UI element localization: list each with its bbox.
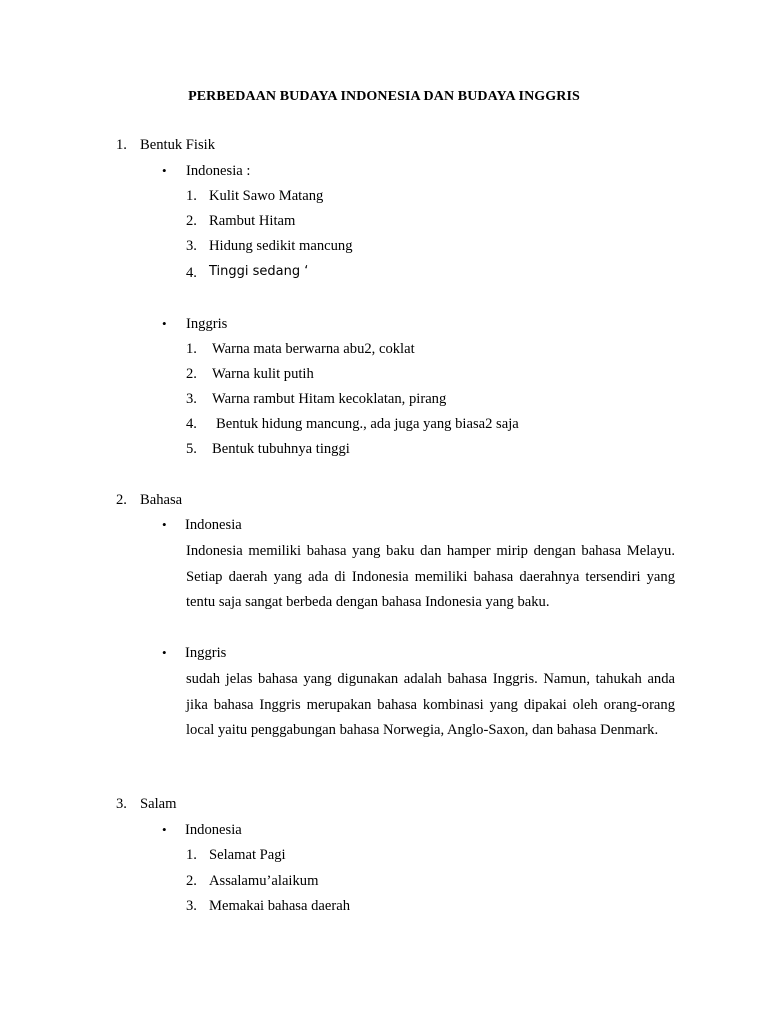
list-item: Warna rambut Hitam kecoklatan, pirang [212, 391, 447, 407]
item-number: 5. [186, 441, 197, 457]
list-item: Bentuk hidung mancung., ada juga yang biasa2 saja [216, 416, 519, 432]
list-item: Warna kulit putih [212, 366, 314, 382]
item-number: 4. [186, 416, 197, 432]
bullet-icon: • [162, 316, 167, 331]
item-number: 1. [186, 188, 197, 204]
list-item: Kulit Sawo Matang [209, 188, 324, 204]
item-number: 3. [186, 898, 197, 914]
document-title: PERBEDAAN BUDAYA INDONESIA DAN BUDAYA INGGRIS [188, 89, 580, 104]
list-item: Memakai bahasa daerah [209, 898, 350, 914]
section-number: 1. [116, 137, 127, 153]
group-label: Inggris [186, 316, 228, 332]
item-number: 2. [186, 873, 197, 889]
bullet-icon: • [162, 163, 167, 178]
bullet-icon: • [162, 822, 167, 837]
paragraph: Indonesia memiliki bahasa yang baku dan hamper mirip dengan bahasa Melayu. Setiap daerah yang ada di Indonesia memiliki bahasa daerahnya tersendiri yang tentu saja sangat berbeda dengan bahasa Indonesia yang baku. [186, 543, 675, 610]
section-number: 2. [116, 492, 127, 508]
item-number: 3. [186, 391, 197, 407]
list-item: Bentuk tubuhnya tinggi [212, 441, 350, 457]
group-label: Indonesia [185, 517, 242, 533]
group-label: Inggris [185, 645, 227, 661]
item-number: 3. [186, 238, 197, 254]
section-heading: Salam [140, 796, 177, 812]
item-number: 4. [186, 265, 197, 281]
bullet-icon: • [162, 645, 167, 660]
item-number: 1. [186, 847, 197, 863]
group-label: Indonesia : [186, 163, 251, 179]
paragraph: sudah jelas bahasa yang digunakan adalah bahasa Inggris. Namun, tahukah anda jika bahasa Inggris merupakan bahasa kombinasi yang dipakai oleh orang-orang local yaitu penggabungan bahasa Norwegia, Anglo-Saxon, dan bahasa Denmark. [186, 671, 675, 738]
list-item: Rambut Hitam [209, 213, 296, 229]
list-item: Warna mata berwarna abu2, coklat [212, 341, 415, 357]
section-heading: Bahasa [140, 492, 183, 508]
item-number: 1. [186, 341, 197, 357]
item-number: 2. [186, 366, 197, 382]
bullet-icon: • [162, 517, 167, 532]
section-number: 3. [116, 796, 127, 812]
list-item: Tinggi sedang ‘ [209, 264, 309, 279]
list-item: Hidung sedikit mancung [209, 238, 353, 254]
section-heading: Bentuk Fisik [140, 137, 216, 153]
item-number: 2. [186, 213, 197, 229]
group-label: Indonesia [185, 822, 242, 838]
list-item: Assalamu’alaikum [209, 873, 319, 889]
list-item: Selamat Pagi [209, 847, 286, 863]
